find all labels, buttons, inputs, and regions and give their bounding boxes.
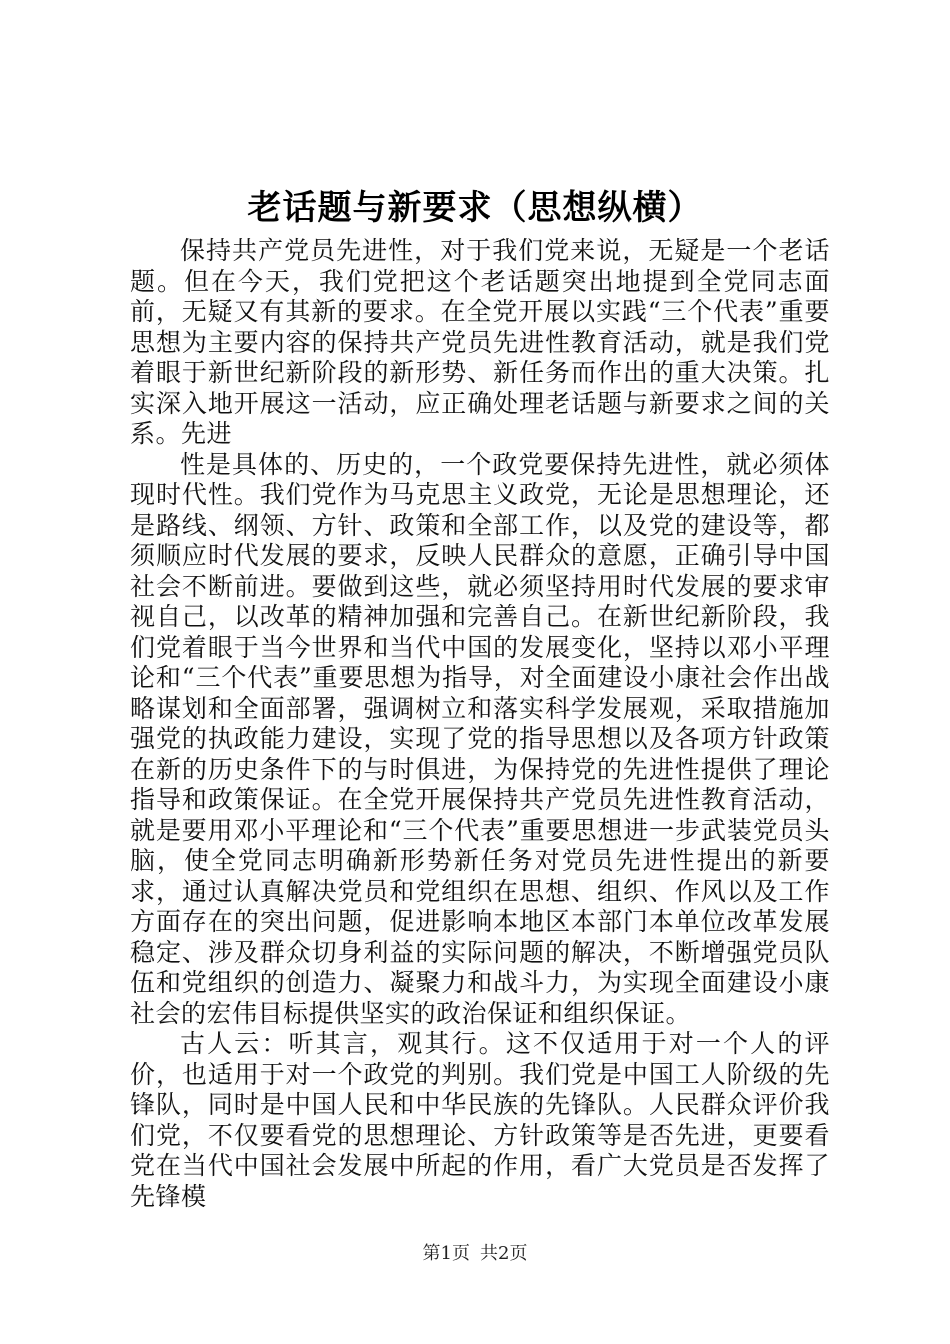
document-title: 老话题与新要求（思想纵横） — [247, 188, 703, 228]
page-footer — [0, 1242, 950, 1266]
total-pages: 共2页 — [480, 1243, 528, 1264]
paragraph-3: 古人云：听其言，观其行。这不仅适用于对一个人的评价，也适用于对一个政党的判别。我们党是中国工人阶级的先锋队，同时是中国人民和中华民族的先锋队。人民群众评价我们党，不仅要看党的思想理论、方针政策等是否先进，更要看党在当代中国社会发展中所起的作用，看广大党员是否发挥了先锋模 — [130, 1029, 830, 1211]
paragraph-2: 性是具体的、历史的，一个政党要保持先进性，就必须体现时代性。我们党作为马克思主义政党，无论是思想理论，还是路线、纲领、方针、政策和全部工作，以及党的建设等，都须顺应时代发展的要求，反映人民群众的意愿，正确引导中国社会不断前进。要做到这些，就必须坚持用时代发展的要求审视自己，以改革的精神加强和完善自己。在新世纪新阶段，我们党着眼于当今世界和当代中国的发展变化，坚持以邓小平理论和“三个代表”重要思想为指导，对全面建设小康社会作出战略谋划和全面部署，强调树立和落实科学发展观，采取措施加强党的执政能力建设，实现了党的指导思想以及各项方针政策在新的历史条件下的与时俱进，为保持党的先进性提供了理论指导和政策保证。在全党开展保持共产党员先进性教育活动，就是要用邓小平理论和“三个代表”重要思想进一步武装党员头脑，使全党同志明确新形势新任务对党员先进性提出的新要求，通过认真解决党员和党组织在思想、组织、作风以及工作方面存在的突出问题，促进影响本地区本部门本单位改革发展稳定、涉及群众切身利益的实际问题的解决，不断增强党员队伍和党组织的创造力、凝聚力和战斗力，为实现全面建设小康社会的宏伟目标提供坚实的政治保证和组织保证。 — [130, 449, 830, 1028]
paragraph-1: 保持共产党员先进性，对于我们党来说，无疑是一个老话题。但在今天，我们党把这个老话题突出地提到全党同志面前，无疑又有其新的要求。在全党开展以实践“三个代表”重要思想为主要内容的保持共产党员先进性教育活动，就是我们党着眼于新世纪新阶段的新形势、新任务而作出的重大决策。扎实深入地开展这一活动，应正确处理老话题与新要求之间的关系。先进 — [130, 236, 830, 448]
page-number: 第1页 — [422, 1243, 470, 1264]
document-body — [130, 236, 830, 1212]
